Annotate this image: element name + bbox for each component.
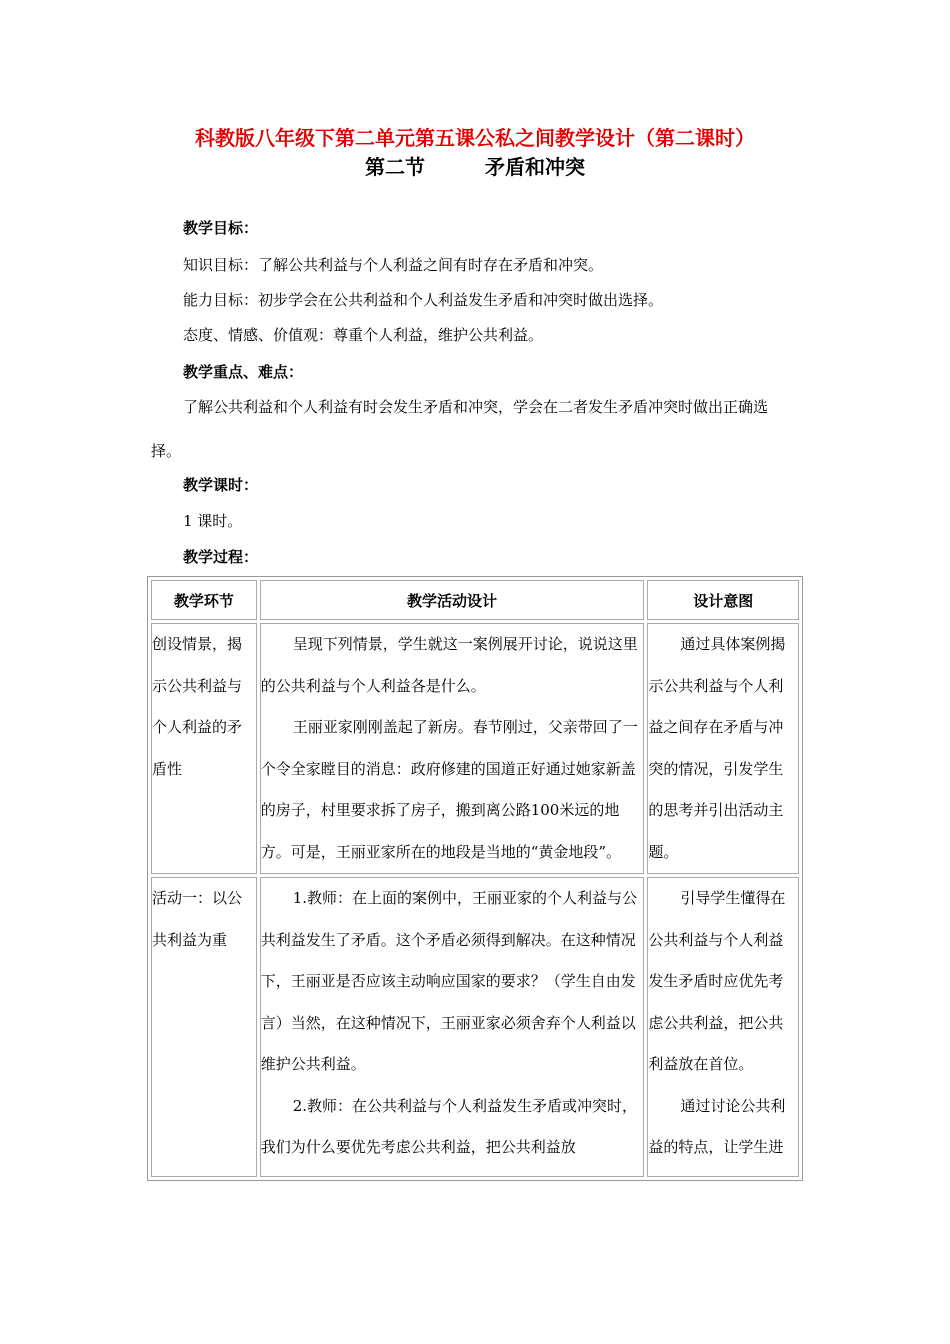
lesson-process-table <box>147 576 803 1181</box>
intent-text: 引导学生懂得在公共利益与个人利益发生矛盾时应优先考虑公共利益，把公共利益放在首位。 <box>648 889 786 1073</box>
table-row <box>151 877 799 1177</box>
activity-paragraph: 王丽亚家刚刚盖起了新房。春节刚过，父亲带回了一个令全家瞠目的消息：政府修建的国道正好通过她家新盖的房子，村里要求拆了房子，搬到离公路100米远的地方。可是，王丽亚家所在的地段是当地的“黄金地段”。 <box>260 718 638 861</box>
objective-attitude: 态度、情感、价值观：尊重个人利益，维护公共利益。 <box>183 326 544 344</box>
header-activity: 教学活动设计 <box>260 580 645 620</box>
intent-cell <box>647 623 799 874</box>
activity-cell <box>260 877 645 1177</box>
activity-paragraph: 2.教师：在公共利益与个人利益发生矛盾或冲突时，我们为什么要优先考虑公共利益，把公共利益放 <box>260 1096 638 1156</box>
table-row <box>151 623 799 874</box>
key-points-heading: 教学重点、难点： <box>183 363 304 381</box>
stage-cell <box>151 623 257 874</box>
activity-paragraph: 呈现下列情景，学生就这一案例展开讨论，说说这里的公共利益与个人利益各是什么。 <box>260 635 638 695</box>
objectives-heading: 教学目标： <box>183 219 259 237</box>
hours-text: 1 课时。 <box>183 512 243 530</box>
intent-cell <box>647 877 799 1177</box>
objective-knowledge: 知识目标：了解公共利益与个人利益之间有时存在矛盾和冲突。 <box>183 256 604 274</box>
process-heading: 教学过程： <box>183 548 259 566</box>
hours-heading: 教学课时： <box>183 476 259 494</box>
stage-cell <box>151 877 257 1177</box>
section-subtitle <box>0 151 950 180</box>
activity-paragraph: 1.教师：在上面的案例中，王丽亚家的个人利益与公共利益发生了矛盾。这个矛盾必须得到解决。在这种情况下，王丽亚是否应该主动响应国家的要求？（学生自由发言）当然，在这种情况下，王丽亚家必须舍弃个人利益以维护公共利益。 <box>260 889 638 1073</box>
section-topic: 矛盾和冲突 <box>485 155 585 179</box>
table-header-row <box>151 580 799 620</box>
key-points-text: 了解公共利益和个人利益有时会发生矛盾和冲突，学会在二者发生矛盾冲突时做出正确选择。 <box>151 398 769 460</box>
stage-text: 创设情景，揭示公共利益与个人利益的矛盾性 <box>152 635 243 778</box>
section-number: 第二节 <box>365 155 425 179</box>
header-stage: 教学环节 <box>151 580 257 620</box>
intent-text: 通过具体案例揭示公共利益与个人利益之间存在矛盾与冲突的情况，引发学生的思考并引出活动主题。 <box>648 635 786 861</box>
objective-ability: 能力目标：初步学会在公共利益和个人利益发生矛盾和冲突时做出选择。 <box>183 291 664 309</box>
activity-cell <box>260 623 645 874</box>
document-title: 科教版八年级下第二单元第五课公私之间教学设计（第二课时） <box>195 126 755 150</box>
intent-text: 通过讨论公共利益的特点，让学生进 <box>648 1096 786 1156</box>
header-intent: 设计意图 <box>647 580 799 620</box>
stage-text: 活动一：以公共利益为重 <box>152 889 243 949</box>
